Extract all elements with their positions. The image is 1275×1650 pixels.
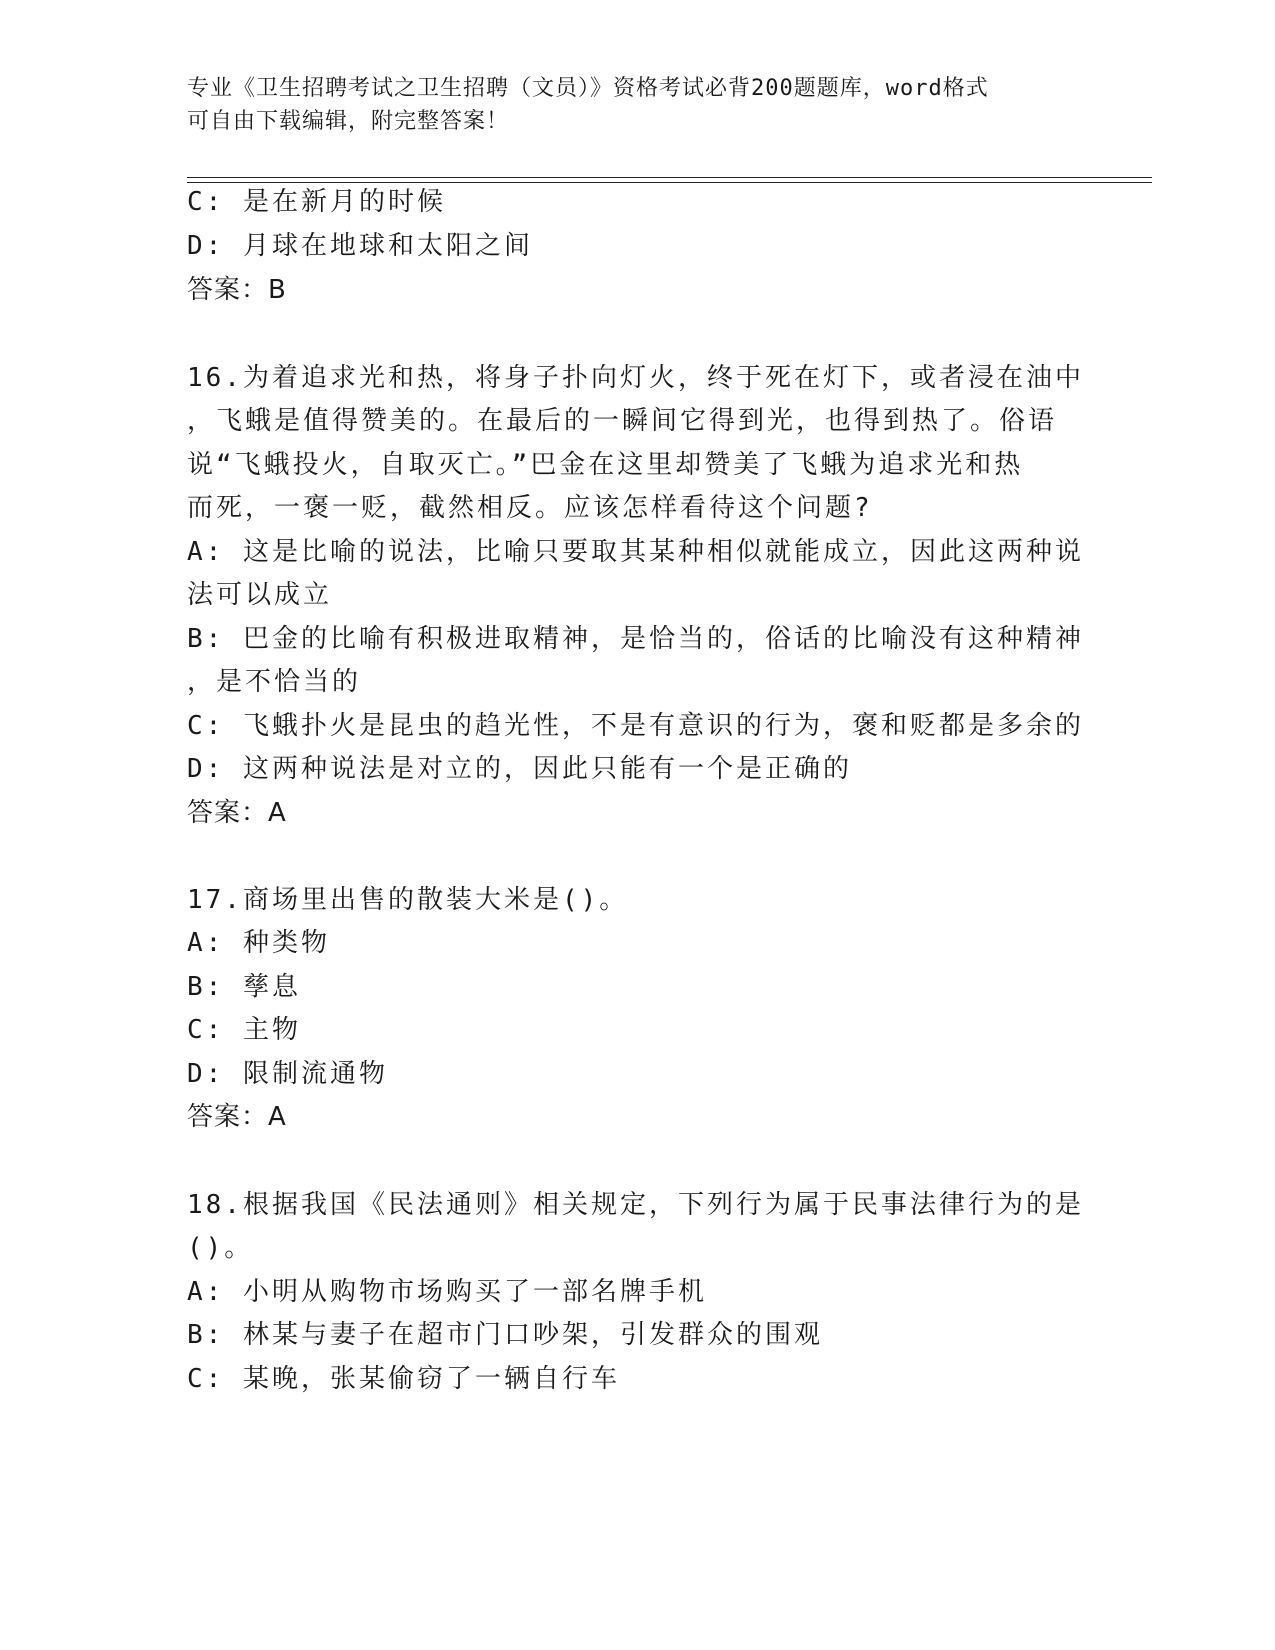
answer-q17: 答案：A (187, 1102, 287, 1132)
option-d-q17: D: 限制流通物 (187, 1059, 388, 1089)
option-c-q15: C: 是在新月的时候 (187, 187, 446, 217)
option-a-q16-line-2: 法可以成立 (187, 580, 333, 610)
question-16-line-4: 而死，一褒一贬，截然相反。应该怎样看待这个问题? (187, 493, 873, 523)
answer-q16: 答案：A (187, 798, 287, 828)
header-divider-top (187, 177, 1152, 178)
option-d-q15: D: 月球在地球和太阳之间 (187, 231, 533, 261)
header-line-1: 专业《卫生招聘考试之卫生招聘（文员）》资格考试必背200题题库，word格式 (187, 76, 989, 101)
option-c-q18: C: 某晚，张某偷窃了一辆自行车 (187, 1364, 620, 1394)
question-17: 17.商场里出售的散装大米是()。 (187, 885, 629, 915)
option-c-q16: C: 飞蛾扑火是昆虫的趋光性，不是有意识的行为，褒和贬都是多余的 (187, 711, 1084, 741)
question-16-line-3: 说“飞蛾投火，自取灭亡。”巴金在这里却赞美了飞蛾为追求光和热 (187, 450, 1024, 480)
option-a-q16-line-1: A: 这是比喻的说法，比喻只要取其某种相似就能成立，因此这两种说 (187, 537, 1084, 567)
document-header (187, 72, 1067, 138)
header-divider-bottom (187, 182, 1152, 183)
option-b-q16-line-1: B: 巴金的比喻有积极进取精神，是恰当的，俗话的比喻没有这种精神 (187, 624, 1084, 654)
question-16-line-1: 16.为着追求光和热，将身子扑向灯火，终于死在灯下，或者浸在油中 (187, 363, 1084, 393)
option-b-q18: B: 林某与妻子在超市门口吵架，引发群众的围观 (187, 1320, 823, 1350)
question-18-line-1: 18.根据我国《民法通则》相关规定，下列行为属于民事法律行为的是 (187, 1190, 1084, 1220)
option-b-q17: B: 孳息 (187, 972, 301, 1002)
answer-q15: 答案：B (187, 275, 287, 305)
option-a-q17: A: 种类物 (187, 928, 330, 958)
option-c-q17: C: 主物 (187, 1015, 301, 1045)
question-18-line-2: ()。 (187, 1233, 254, 1263)
option-a-q18: A: 小明从购物市场购买了一部名牌手机 (187, 1277, 707, 1307)
header-line-2: 可自由下载编辑，附完整答案！ (187, 109, 510, 134)
question-16-line-2: ，飞蛾是值得赞美的。在最后的一瞬间它得到光，也得到热了。俗语 (187, 406, 1058, 436)
option-b-q16-line-2: ，是不恰当的 (187, 667, 362, 697)
option-d-q16: D: 这两种说法是对立的，因此只能有一个是正确的 (187, 754, 852, 784)
